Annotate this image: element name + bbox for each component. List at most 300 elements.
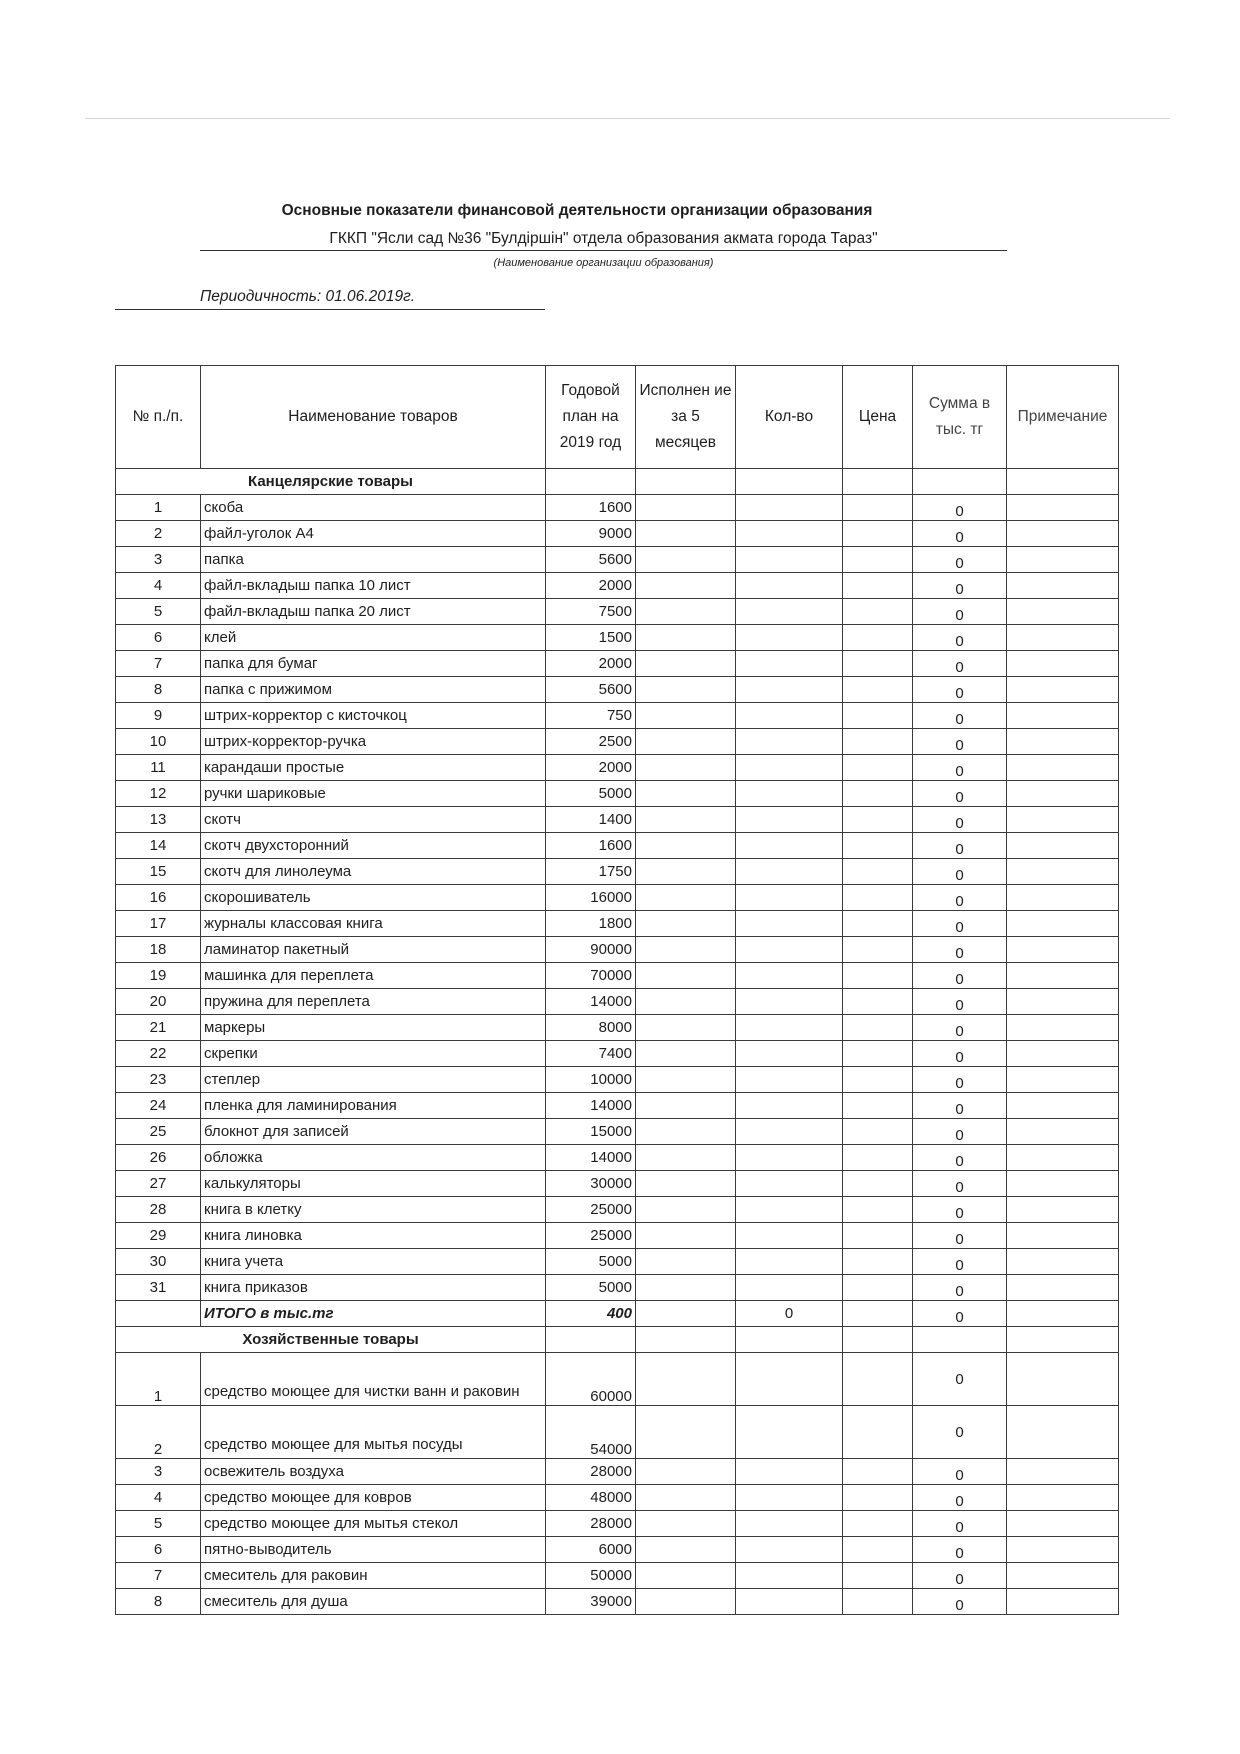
execution-cell — [636, 521, 736, 547]
item-name: папка с прижимом — [201, 677, 546, 703]
table-row — [116, 1119, 1119, 1145]
sum-cell: 0 — [913, 963, 1007, 989]
annual-plan: 1400 — [546, 807, 636, 833]
note-cell — [1007, 599, 1119, 625]
item-name: книга в клетку — [201, 1197, 546, 1223]
table-row — [116, 1589, 1119, 1615]
execution-cell — [636, 495, 736, 521]
table-row — [116, 911, 1119, 937]
section-row — [116, 1327, 1119, 1353]
note-cell — [1007, 1249, 1119, 1275]
item-name: файл-вкладыш папка 10 лист — [201, 573, 546, 599]
note-cell — [1007, 833, 1119, 859]
table-row — [116, 859, 1119, 885]
note-cell — [1007, 1563, 1119, 1589]
execution-cell — [636, 1171, 736, 1197]
row-number: 14 — [116, 833, 201, 859]
header-name: Наименование товаров — [201, 366, 546, 469]
note-cell — [1007, 1093, 1119, 1119]
quantity-cell — [736, 703, 843, 729]
note-cell — [1007, 1223, 1119, 1249]
periodicity: Периодичность: 01.06.2019г. — [115, 288, 545, 310]
quantity-cell — [736, 1145, 843, 1171]
row-number: 30 — [116, 1249, 201, 1275]
item-name: книга линовка — [201, 1223, 546, 1249]
price-cell — [843, 599, 913, 625]
row-number: 6 — [116, 1537, 201, 1563]
price-cell — [843, 1485, 913, 1511]
item-name: штрих-корректор-ручка — [201, 729, 546, 755]
quantity-cell — [736, 989, 843, 1015]
note-cell — [1007, 1197, 1119, 1223]
row-number: 2 — [116, 1406, 201, 1459]
price-cell — [843, 547, 913, 573]
price-cell — [843, 963, 913, 989]
note-cell — [1007, 1485, 1119, 1511]
quantity-cell — [736, 807, 843, 833]
sum-cell: 0 — [913, 807, 1007, 833]
sum-cell: 0 — [913, 521, 1007, 547]
item-name: смеситель для раковин — [201, 1563, 546, 1589]
sum-cell: 0 — [913, 1119, 1007, 1145]
note-cell — [1007, 1459, 1119, 1485]
row-number: 12 — [116, 781, 201, 807]
table-row — [116, 1093, 1119, 1119]
price-cell — [843, 1041, 913, 1067]
sum-cell: 0 — [913, 1249, 1007, 1275]
total-row — [116, 1301, 1119, 1327]
header-price: Цена — [843, 366, 913, 469]
annual-plan: 2000 — [546, 573, 636, 599]
table-row — [116, 703, 1119, 729]
item-name: папка — [201, 547, 546, 573]
empty-cell — [546, 1327, 636, 1353]
price-cell — [843, 1197, 913, 1223]
item-name: файл-уголок А4 — [201, 521, 546, 547]
table-row — [116, 1353, 1119, 1406]
sum-cell: 0 — [913, 833, 1007, 859]
price-cell — [843, 521, 913, 547]
quantity-cell — [736, 1589, 843, 1615]
row-number: 3 — [116, 547, 201, 573]
item-name: клей — [201, 625, 546, 651]
sum-cell: 0 — [913, 703, 1007, 729]
quantity-cell — [736, 521, 843, 547]
total-quantity: 0 — [736, 1301, 843, 1327]
annual-plan: 14000 — [546, 1093, 636, 1119]
table-row — [116, 755, 1119, 781]
item-name: средство моющее для чистки ванн и раковин — [201, 1353, 546, 1406]
annual-plan: 750 — [546, 703, 636, 729]
price-cell — [843, 573, 913, 599]
execution-cell — [636, 729, 736, 755]
quantity-cell — [736, 833, 843, 859]
table-row — [116, 1406, 1119, 1459]
price-cell — [843, 1406, 913, 1459]
price-cell — [843, 1171, 913, 1197]
item-name: обложка — [201, 1145, 546, 1171]
total-label: ИТОГО в тыс.тг — [201, 1301, 546, 1327]
annual-plan: 5000 — [546, 1249, 636, 1275]
sum-cell: 0 — [913, 755, 1007, 781]
annual-plan: 15000 — [546, 1119, 636, 1145]
item-name: файл-вкладыш папка 20 лист — [201, 599, 546, 625]
note-cell — [1007, 1353, 1119, 1406]
table-row — [116, 989, 1119, 1015]
note-cell — [1007, 625, 1119, 651]
price-cell — [843, 1067, 913, 1093]
execution-cell — [636, 1093, 736, 1119]
execution-cell — [636, 573, 736, 599]
table-row — [116, 1459, 1119, 1485]
table-row — [116, 1275, 1119, 1301]
price-cell — [843, 833, 913, 859]
sum-cell: 0 — [913, 1563, 1007, 1589]
quantity-cell — [736, 573, 843, 599]
row-number: 1 — [116, 495, 201, 521]
row-number: 20 — [116, 989, 201, 1015]
item-name: скорошиватель — [201, 885, 546, 911]
header-done: Исполнен ие за 5 месяцев — [636, 366, 736, 469]
row-number: 29 — [116, 1223, 201, 1249]
empty-cell — [843, 1301, 913, 1327]
item-name: блокнот для записей — [201, 1119, 546, 1145]
sum-cell: 0 — [913, 1459, 1007, 1485]
item-name: скотч — [201, 807, 546, 833]
execution-cell — [636, 859, 736, 885]
note-cell — [1007, 1041, 1119, 1067]
price-cell — [843, 1119, 913, 1145]
note-cell — [1007, 1171, 1119, 1197]
price-cell — [843, 781, 913, 807]
price-cell — [843, 1353, 913, 1406]
item-name: освежитель воздуха — [201, 1459, 546, 1485]
execution-cell — [636, 885, 736, 911]
execution-cell — [636, 911, 736, 937]
execution-cell — [636, 937, 736, 963]
annual-plan: 70000 — [546, 963, 636, 989]
annual-plan: 1800 — [546, 911, 636, 937]
note-cell — [1007, 1119, 1119, 1145]
row-number: 17 — [116, 911, 201, 937]
table-row — [116, 651, 1119, 677]
section-title: Хозяйственные товары — [116, 1327, 546, 1353]
price-cell — [843, 807, 913, 833]
execution-cell — [636, 1485, 736, 1511]
sum-cell: 0 — [913, 1406, 1007, 1459]
table-row — [116, 547, 1119, 573]
item-name: скотч для линолеума — [201, 859, 546, 885]
price-cell — [843, 1459, 913, 1485]
annual-plan: 7400 — [546, 1041, 636, 1067]
empty-cell — [843, 1327, 913, 1353]
quantity-cell — [736, 625, 843, 651]
execution-cell — [636, 1589, 736, 1615]
annual-plan: 5600 — [546, 677, 636, 703]
table-row — [116, 937, 1119, 963]
item-name: машинка для переплета — [201, 963, 546, 989]
table-row — [116, 1485, 1119, 1511]
execution-cell — [636, 1197, 736, 1223]
note-cell — [1007, 495, 1119, 521]
item-name: штрих-корректор с кисточкоц — [201, 703, 546, 729]
quantity-cell — [736, 1093, 843, 1119]
sum-cell: 0 — [913, 1353, 1007, 1406]
item-name: калькуляторы — [201, 1171, 546, 1197]
quantity-cell — [736, 1485, 843, 1511]
annual-plan: 16000 — [546, 885, 636, 911]
quantity-cell — [736, 1223, 843, 1249]
table-row — [116, 1145, 1119, 1171]
quantity-cell — [736, 1275, 843, 1301]
note-cell — [1007, 911, 1119, 937]
quantity-cell — [736, 963, 843, 989]
execution-cell — [636, 781, 736, 807]
organization-caption: (Наименование организации образования) — [493, 257, 714, 269]
quantity-cell — [736, 859, 843, 885]
annual-plan: 2000 — [546, 651, 636, 677]
note-cell — [1007, 1537, 1119, 1563]
annual-plan: 39000 — [546, 1589, 636, 1615]
row-number: 7 — [116, 651, 201, 677]
table-row — [116, 1223, 1119, 1249]
header-plan: Годовой план на 2019 год — [546, 366, 636, 469]
note-cell — [1007, 573, 1119, 599]
note-cell — [1007, 703, 1119, 729]
note-cell — [1007, 807, 1119, 833]
note-cell — [1007, 937, 1119, 963]
note-cell — [1007, 1511, 1119, 1537]
total-sum: 0 — [913, 1301, 1007, 1327]
price-cell — [843, 755, 913, 781]
execution-cell — [636, 1119, 736, 1145]
sum-cell: 0 — [913, 1485, 1007, 1511]
note-cell — [1007, 547, 1119, 573]
table-row — [116, 1015, 1119, 1041]
execution-cell — [636, 651, 736, 677]
row-number: 24 — [116, 1093, 201, 1119]
header-note: Примечание — [1007, 366, 1119, 469]
quantity-cell — [736, 599, 843, 625]
execution-cell — [636, 989, 736, 1015]
execution-cell — [636, 703, 736, 729]
empty-cell — [1007, 1301, 1119, 1327]
section-title: Канцелярские товары — [116, 469, 546, 495]
row-number: 10 — [116, 729, 201, 755]
sum-cell: 0 — [913, 1145, 1007, 1171]
table-row — [116, 495, 1119, 521]
sum-cell: 0 — [913, 677, 1007, 703]
document-title: Основные показатели финансовой деятельности организации образования — [281, 202, 873, 219]
table-row — [116, 1511, 1119, 1537]
price-cell — [843, 677, 913, 703]
item-name: пятно-выводитель — [201, 1537, 546, 1563]
row-number: 5 — [116, 599, 201, 625]
price-cell — [843, 1223, 913, 1249]
execution-cell — [636, 1537, 736, 1563]
quantity-cell — [736, 1119, 843, 1145]
empty-cell — [1007, 1327, 1119, 1353]
quantity-cell — [736, 1406, 843, 1459]
table-row — [116, 1171, 1119, 1197]
price-cell — [843, 885, 913, 911]
empty-cell — [546, 469, 636, 495]
sum-cell: 0 — [913, 729, 1007, 755]
annual-plan: 25000 — [546, 1223, 636, 1249]
annual-plan: 90000 — [546, 937, 636, 963]
annual-plan: 14000 — [546, 1145, 636, 1171]
price-cell — [843, 989, 913, 1015]
header-qty: Кол-во — [736, 366, 843, 469]
annual-plan: 14000 — [546, 989, 636, 1015]
sum-cell: 0 — [913, 1275, 1007, 1301]
quantity-cell — [736, 1041, 843, 1067]
quantity-cell — [736, 911, 843, 937]
row-number: 28 — [116, 1197, 201, 1223]
annual-plan: 10000 — [546, 1067, 636, 1093]
quantity-cell — [736, 937, 843, 963]
sum-cell: 0 — [913, 625, 1007, 651]
note-cell — [1007, 1406, 1119, 1459]
sum-cell: 0 — [913, 1537, 1007, 1563]
row-number: 3 — [116, 1459, 201, 1485]
note-cell — [1007, 521, 1119, 547]
table-row — [116, 599, 1119, 625]
finance-table — [115, 365, 1119, 1615]
annual-plan: 50000 — [546, 1563, 636, 1589]
row-number: 25 — [116, 1119, 201, 1145]
price-cell — [843, 1093, 913, 1119]
annual-plan: 5000 — [546, 781, 636, 807]
execution-cell — [636, 599, 736, 625]
price-cell — [843, 1537, 913, 1563]
quantity-cell — [736, 1353, 843, 1406]
annual-plan: 60000 — [546, 1353, 636, 1406]
item-name: журналы классовая книга — [201, 911, 546, 937]
execution-cell — [636, 1249, 736, 1275]
sum-cell: 0 — [913, 1223, 1007, 1249]
annual-plan: 5600 — [546, 547, 636, 573]
section-row — [116, 469, 1119, 495]
annual-plan: 1600 — [546, 833, 636, 859]
sum-cell: 0 — [913, 937, 1007, 963]
row-number: 21 — [116, 1015, 201, 1041]
execution-cell — [636, 1406, 736, 1459]
price-cell — [843, 1589, 913, 1615]
row-number: 26 — [116, 1145, 201, 1171]
execution-cell — [636, 1015, 736, 1041]
note-cell — [1007, 1145, 1119, 1171]
price-cell — [843, 859, 913, 885]
quantity-cell — [736, 1563, 843, 1589]
row-number: 5 — [116, 1511, 201, 1537]
organization-name: ГККП "Ясли сад №36 "Булдіршін" отдела образования акмата города Тараз" — [200, 230, 1007, 251]
row-number: 31 — [116, 1275, 201, 1301]
price-cell — [843, 911, 913, 937]
sum-cell: 0 — [913, 1067, 1007, 1093]
annual-plan: 9000 — [546, 521, 636, 547]
annual-plan: 1600 — [546, 495, 636, 521]
price-cell — [843, 1015, 913, 1041]
table-row — [116, 521, 1119, 547]
item-name: скрепки — [201, 1041, 546, 1067]
note-cell — [1007, 885, 1119, 911]
price-cell — [843, 1563, 913, 1589]
item-name: скотч двухсторонний — [201, 833, 546, 859]
execution-cell — [636, 1459, 736, 1485]
execution-cell — [636, 547, 736, 573]
note-cell — [1007, 729, 1119, 755]
price-cell — [843, 651, 913, 677]
row-number: 9 — [116, 703, 201, 729]
quantity-cell — [736, 1511, 843, 1537]
row-number: 22 — [116, 1041, 201, 1067]
table-row — [116, 1537, 1119, 1563]
note-cell — [1007, 989, 1119, 1015]
item-name: ламинатор пакетный — [201, 937, 546, 963]
quantity-cell — [736, 755, 843, 781]
quantity-cell — [736, 1197, 843, 1223]
sum-cell: 0 — [913, 547, 1007, 573]
item-name: карандаши простые — [201, 755, 546, 781]
annual-plan: 28000 — [546, 1511, 636, 1537]
item-name: книга учета — [201, 1249, 546, 1275]
execution-cell — [636, 755, 736, 781]
table-row — [116, 625, 1119, 651]
annual-plan: 30000 — [546, 1171, 636, 1197]
row-number: 18 — [116, 937, 201, 963]
sum-cell: 0 — [913, 599, 1007, 625]
row-number: 7 — [116, 1563, 201, 1589]
annual-plan: 8000 — [546, 1015, 636, 1041]
annual-plan: 2000 — [546, 755, 636, 781]
quantity-cell — [736, 1171, 843, 1197]
empty-cell — [116, 1301, 201, 1327]
price-cell — [843, 625, 913, 651]
row-number: 16 — [116, 885, 201, 911]
item-name: маркеры — [201, 1015, 546, 1041]
table-row — [116, 807, 1119, 833]
execution-cell — [636, 833, 736, 859]
annual-plan: 6000 — [546, 1537, 636, 1563]
row-number: 8 — [116, 677, 201, 703]
annual-plan: 25000 — [546, 1197, 636, 1223]
sum-cell: 0 — [913, 911, 1007, 937]
execution-cell — [636, 1145, 736, 1171]
note-cell — [1007, 1015, 1119, 1041]
sum-cell: 0 — [913, 1041, 1007, 1067]
table-row — [116, 1249, 1119, 1275]
quantity-cell — [736, 781, 843, 807]
annual-plan: 48000 — [546, 1485, 636, 1511]
sum-cell: 0 — [913, 1093, 1007, 1119]
execution-cell — [636, 1067, 736, 1093]
quantity-cell — [736, 1459, 843, 1485]
note-cell — [1007, 963, 1119, 989]
header-row — [116, 366, 1119, 469]
sum-cell: 0 — [913, 573, 1007, 599]
empty-cell — [1007, 469, 1119, 495]
note-cell — [1007, 677, 1119, 703]
quantity-cell — [736, 677, 843, 703]
row-number: 1 — [116, 1353, 201, 1406]
price-cell — [843, 1511, 913, 1537]
table-row — [116, 885, 1119, 911]
quantity-cell — [736, 651, 843, 677]
price-cell — [843, 1249, 913, 1275]
note-cell — [1007, 1067, 1119, 1093]
table-row — [116, 1067, 1119, 1093]
